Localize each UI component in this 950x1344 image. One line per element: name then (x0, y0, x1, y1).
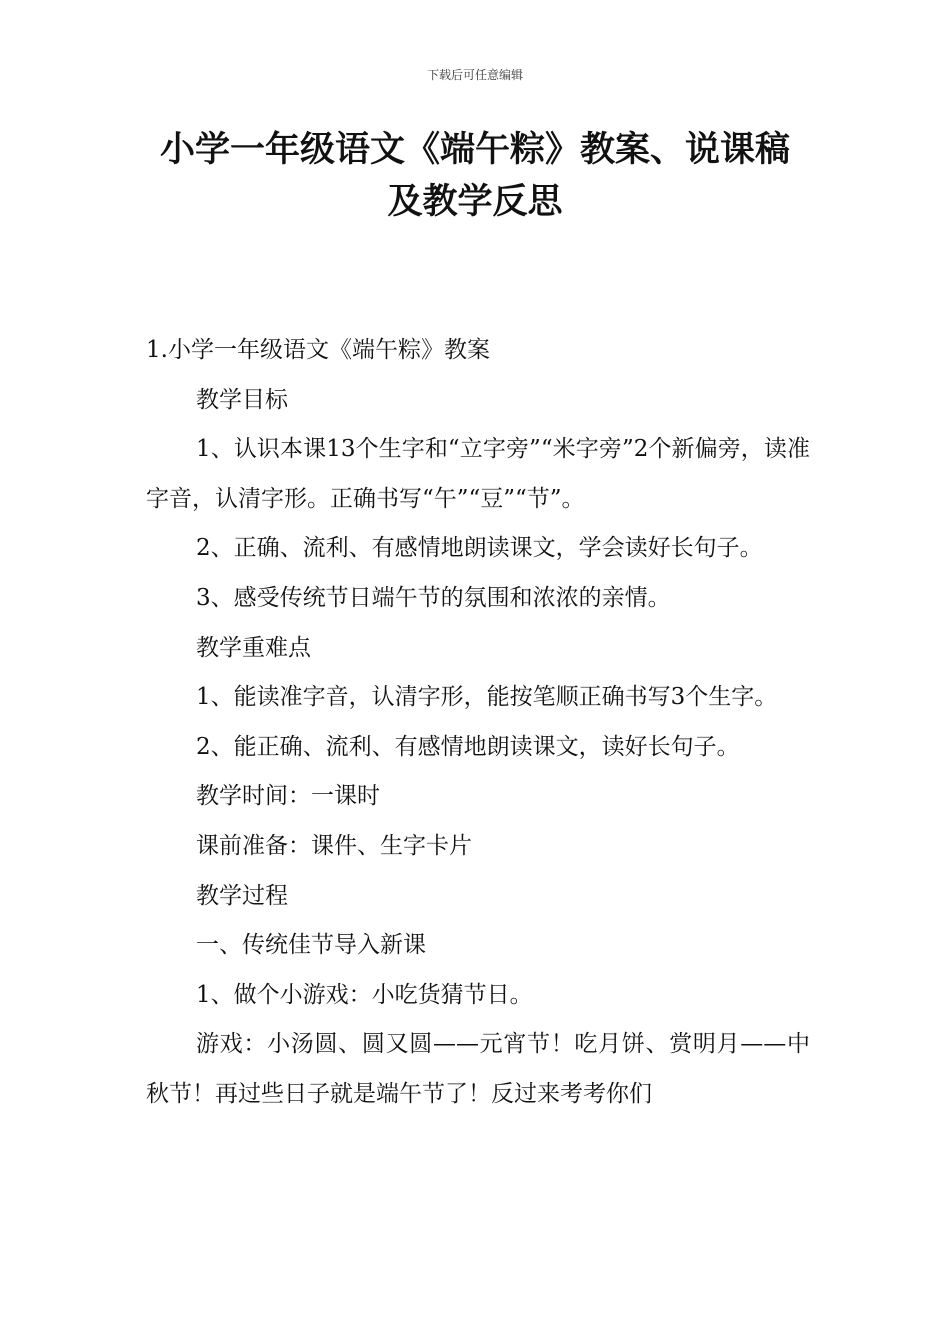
goal-item-1: 1、认识本课13个生字和“立字旁”“米字旁”2个新偏旁，读准字音，认清字形。正确书写“午”“豆”“节”。 (146, 436, 810, 512)
key-point-2: 2、能正确、流利、有感情地朗读课文，读好长句子。 (196, 733, 740, 760)
document-body (146, 326, 810, 1120)
teaching-time: 教学时间：一课时 (196, 783, 380, 810)
preparation: 课前准备：课件、生字卡片 (196, 832, 472, 859)
subheading-teaching-process: 教学过程 (196, 882, 288, 909)
goal-item-3: 3、感受传统节日端午节的氛围和浓浓的亲情。 (196, 584, 671, 611)
document-title-line-1: 小学一年级语文《端午粽》教案、说课稿 (159, 130, 790, 170)
subheading-key-points: 教学重难点 (196, 634, 311, 661)
document-title (100, 124, 850, 228)
document-title-line-2: 及教学反思 (387, 182, 563, 222)
key-point-1: 1、能读准字音，认清字形，能按笔顺正确书写3个生字。 (196, 684, 778, 711)
goal-item-2: 2、正确、流利、有感情地朗读课文，学会读好长句子。 (196, 535, 763, 562)
process-item-1: 1、做个小游戏：小吃货猜节日。 (196, 981, 533, 1008)
process-step-heading: 一、传统佳节导入新课 (196, 932, 426, 959)
game-paragraph: 游戏：小汤圆、圆又圆——元宵节！吃月饼、赏明月——中秋节！再过些日子就是端午节了！反过来考考你们 (146, 1031, 810, 1107)
section-heading: 1.小学一年级语文《端午粽》教案 (146, 337, 490, 363)
header-note: 下载后可任意编辑 (426, 68, 523, 82)
subheading-teaching-goals: 教学目标 (196, 386, 288, 413)
